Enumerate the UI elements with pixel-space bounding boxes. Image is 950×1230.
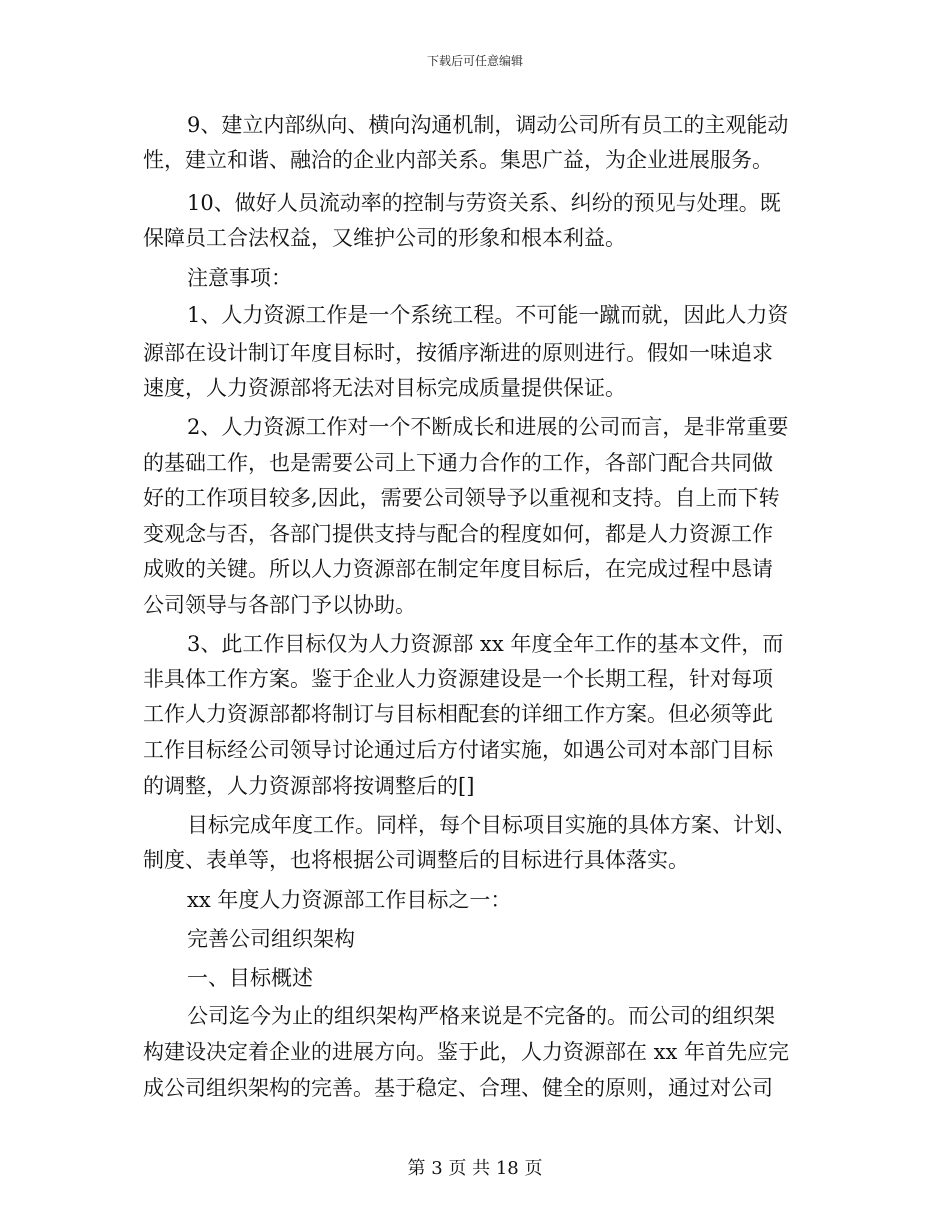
text-line: 保障员工合法权益，又维护公司的形象和根本利益。: [143, 226, 626, 250]
text-line: 9、建立内部纵向、横向沟通机制，调动公司所有员工的主观能动: [187, 113, 789, 137]
text-line: 工作人力资源部都将制订与目标相配套的详细工作方案。但必须等此: [143, 702, 773, 726]
text-line: 3、此工作目标仅为人力资源部 xx 年度全年工作的基本文件，而: [187, 632, 784, 656]
text-line: 好的工作项目较多,因此，需要公司领导予以重视和支持。自上而下转: [143, 486, 780, 510]
text-line: 源部在设计制订年度目标时，按循序渐进的原则进行。假如一味追求: [143, 341, 773, 365]
text-line: 2、人力资源工作对一个不断成长和进展的公司而言，是非常重要: [187, 415, 789, 439]
text-line: 的基础工作，也是需要公司上下通力合作的工作，各部门配合共同做: [143, 451, 773, 475]
text-line: 性，建立和谐、融洽的企业内部关系。集思广益，为企业进展服务。: [143, 148, 773, 172]
text-line: 速度，人力资源部将无法对目标完成质量提供保证。: [143, 376, 626, 400]
text-line: 成败的关键。所以人力资源部在制定年度目标后，在完成过程中恳请: [143, 557, 773, 581]
text-line: 变观念与否，各部门提供支持与配合的程度如何，都是人力资源工作: [143, 522, 773, 546]
text-line: 构建设决定着企业的进展方向。鉴于此，人力资源部在 xx 年首先应完: [143, 1040, 790, 1064]
text-line: 成公司组织架构的完善。基于稳定、合理、健全的原则，通过对公司: [143, 1076, 773, 1100]
text-line: 注意事项：: [187, 266, 292, 290]
text-line: 工作目标经公司领导讨论通过后方付诸实施，如遇公司对本部门目标: [143, 738, 773, 762]
text-line: 的调整，人力资源部将按调整后的[]: [143, 774, 475, 798]
text-line: 公司迄今为止的组织架构严格来说是不完备的。而公司的组织架: [187, 1004, 775, 1028]
text-line: 1、人力资源工作是一个系统工程。不可能一蹴而就，因此人力资: [187, 303, 789, 327]
text-line: xx 年度人力资源部工作目标之一：: [187, 888, 512, 912]
text-line: 10、做好人员流动率的控制与劳资关系、纠纷的预见与处理。既: [187, 191, 781, 215]
text-line: 制度、表单等，也将根据公司调整后的目标进行具体落实。: [143, 848, 689, 872]
text-line: 完善公司组织架构: [187, 927, 355, 951]
text-line: 公司领导与各部门予以协助。: [143, 593, 416, 617]
page-header: 下载后可任意编辑: [426, 54, 523, 68]
text-line: 非具体工作方案。鉴于企业人力资源建设是一个长期工程，针对每项: [143, 667, 773, 691]
page-footer: 第 3 页 共 18 页: [407, 1158, 543, 1179]
text-line: 目标完成年度工作。同样，每个目标项目实施的具体方案、计划、: [187, 813, 796, 837]
text-line: 一、目标概述: [187, 966, 313, 990]
